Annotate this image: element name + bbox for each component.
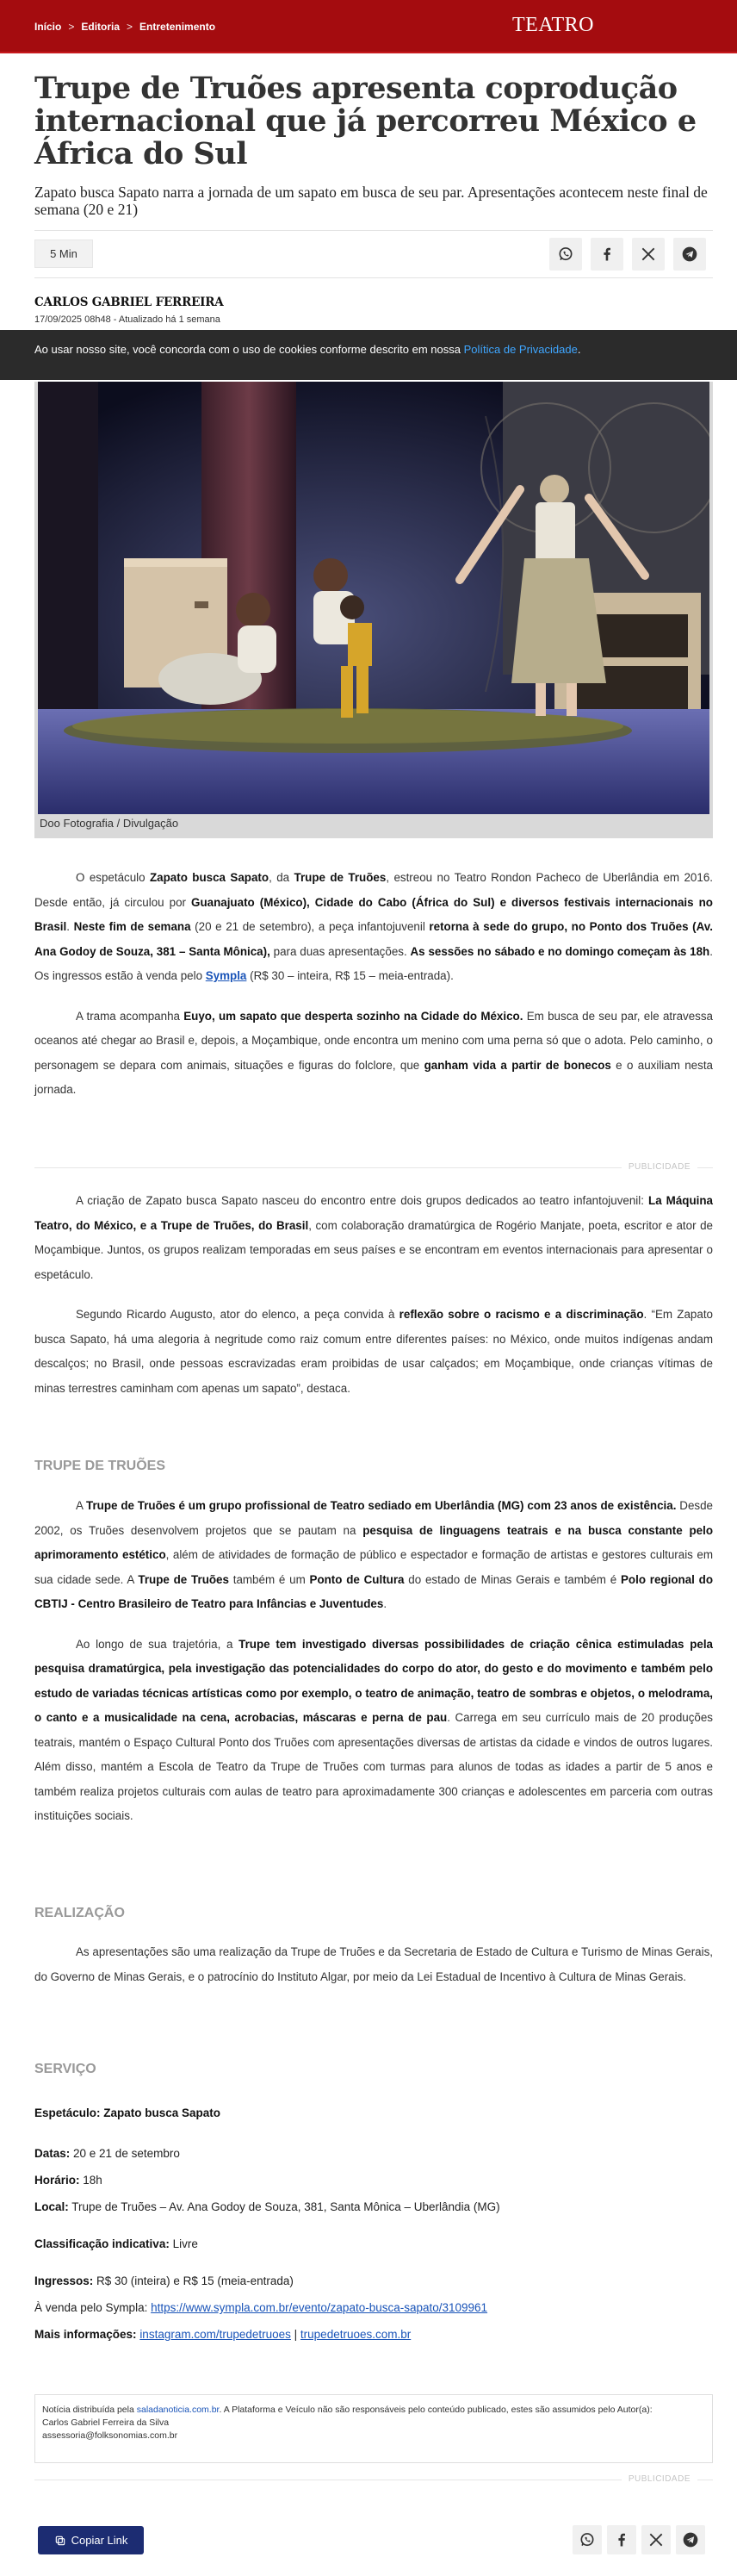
article-title: Trupe de Truões apresenta coprodução internacional que já percorreu México e África do Sul: [34, 71, 697, 171]
x-icon[interactable]: [632, 238, 665, 271]
breadcrumb-entretenimento[interactable]: Entretenimento: [139, 21, 216, 33]
service-sympla-prefix: À venda pelo Sympla:: [34, 2301, 152, 2314]
bold-text: reflexão sobre o racismo e a discriminação: [399, 1308, 644, 1321]
author-name[interactable]: CARLOS GABRIEL FERREIRA: [34, 296, 224, 309]
article-body-part-3: [34, 1494, 713, 1845]
paragraph: Ao longo de sua trajetória, a Trupe tem investigado diversas possibilidades de criação cênica estimuladas pela pesquisa dramatúrgica, pela investigação das potencialidades do corpo do ator, do gesto e do movimento e também pelo estudo de variadas técnicas artísticas como por exemplo, o teatro de animação, teatro de sombras e objetos, o melodrama, o canto e a musicalidade na cena, acrobacias, máscaras e perna de pau. Carrega em seu currículo mais de 20 produções teatrais, mantém o Espaço Cultural Ponto dos Truões com apresentações diversas de artistas da cidade e vindos de outros lugares. Além disso, mantém a Escola de Teatro da Trupe de Truões com turmas para alunos de todas as idades a partir de 5 anos e também realiza projetos culturais com aulas de teatro para aproximadamente 300 crianças e adolescentes em parceria com outras instituições sociais.: [34, 1637, 714, 1822]
ad-label: PUBLICIDADE: [622, 1162, 697, 1172]
service-time-label: Horário:: [34, 2174, 80, 2187]
service-dates-label: Datas:: [34, 2147, 71, 2160]
share-bar-top: [549, 238, 706, 271]
facebook-icon[interactable]: [607, 2525, 636, 2554]
paragraph: As apresentações são uma realização da Trupe de Truões e da Secretaria de Estado de Cultura e Turismo de Minas Gerais, do Governo de Minas Gerais, e o patrocínio do Instituto Algar, por meio da Lei Estadual de Incentivo à Cultura de Minas Gerais.: [34, 1945, 713, 1983]
breadcrumb-editoria[interactable]: Editoria: [81, 21, 121, 33]
ad-divider: [34, 1167, 713, 1168]
telegram-icon[interactable]: [673, 238, 706, 271]
article-body-part-2: [34, 1189, 713, 1416]
bold-text: Trupe de Truões: [294, 871, 387, 884]
divider: [34, 277, 713, 278]
telegram-icon[interactable]: [676, 2525, 705, 2554]
section-heading-servico: SERVIÇO: [34, 2062, 96, 2076]
cookie-text: Ao usar nosso site, você concorda com o uso de cookies conforme descrito em nossa: [34, 343, 464, 356]
service-info: [34, 2106, 713, 2356]
cookie-text-end: .: [577, 343, 581, 356]
instagram-link[interactable]: instagram.com/trupedetruoes: [139, 2328, 291, 2341]
breadcrumb-home[interactable]: Início: [34, 21, 62, 33]
paragraph: A Trupe de Truões é um grupo profissional de Teatro sediado em Uberlândia (MG) com 23 anos de existência. Desde 2002, os Truões desenvolvem projetos que se pautam na pesquisa de linguagens teatrais e na busca constante pelo aprimoramento estético, além de atividades de formação de público e espectador e formação de artistas e gestores culturais em sua cidade sede. A Trupe de Truões também é um Ponto de Cultura do estado de Minas Gerais e também é Polo regional do CBTIJ - Centro Brasileiro de Teatro para Infâncias e Juventudes.: [34, 1499, 714, 1610]
notice-suffix: . A Plataforma e Veículo não são responsáveis pelo conteúdo publicado, estes são assumidos pelo Autor(a):: [219, 2405, 653, 2415]
website-link[interactable]: trupedetruoes.com.br: [300, 2328, 412, 2341]
copy-link-label: Copiar Link: [71, 2534, 128, 2547]
whatsapp-icon[interactable]: [573, 2525, 602, 2554]
bold-text: retorna à sede do grupo, no Ponto dos Truões (Av. Ana Godoy de Souza, 381 – Santa Mônica),: [34, 920, 713, 958]
section-heading-realizacao: REALIZAÇÃO: [34, 1906, 125, 1920]
bold-text: La Máquina Teatro, do México, e a Trupe de Truões, do Brasil: [34, 1194, 713, 1232]
ad-slot: [34, 1162, 713, 1174]
cookie-banner: [0, 330, 737, 380]
bold-text: Zapato busca Sapato: [150, 871, 269, 884]
service-dates: 20 e 21 de setembro: [70, 2147, 180, 2160]
service-time: 18h: [79, 2174, 102, 2187]
paragraph: O espetáculo Zapato busca Sapato, da Trupe de Truões, estreou no Teatro Rondon Pacheco de Uberlândia em 2016. Desde então, já circulou por Guanajuato (México), Cidade do Cabo (África do Sul) e diversos festivais internacionais no Brasil. Neste fim de semana (20 e 21 de setembro), a peça infantojuvenil retorna à sede do grupo, no Ponto dos Truões (Av. Ana Godoy de Souza, 381 – Santa Mônica), para duas apresentações. As sessões no sábado e no domingo começam às 18h. Os ingressos estão à venda pelo Sympla (R$ 30 – inteira, R$ 15 – meia-entrada).: [34, 871, 713, 982]
paragraph: A trama acompanha Euyo, um sapato que desperta sozinho na Cidade do México. Em busca de seu par, ele atravessa oceanos até chegar ao Brasil e, depois, a Moçambique, onde encontra um menino com uma perna só que o adota. Pelo caminho, o personagem se depara com animais, situações e figuras do folclore, que ganham vida a partir de bonecos e o auxiliam nesta jornada.: [34, 1009, 713, 1096]
breadcrumb-separator-icon: >: [68, 21, 75, 33]
article-body-part-1: [34, 866, 713, 1118]
photo-caption: Doo Fotografia / Divulgação: [40, 817, 179, 830]
notice-author: Carlos Gabriel Ferreira da Silva: [42, 2417, 170, 2428]
share-bar-bottom: [573, 2525, 705, 2554]
x-icon[interactable]: [641, 2525, 671, 2554]
bold-text: Trupe de Truões: [138, 1572, 229, 1586]
breadcrumb: [34, 21, 215, 33]
bold-text: pesquisa de linguagens teatrais e na busca constante pelo aprimoramento estético: [34, 1523, 713, 1561]
article-photo: [38, 382, 709, 814]
bold-text: Euyo, um sapato que desperta sozinho na Cidade do México.: [183, 1009, 523, 1023]
distribution-notice: [34, 2394, 713, 2463]
paragraph: A criação de Zapato busca Sapato nasceu do encontro entre dois grupos dedicados ao teatro infantojuvenil: La Máquina Teatro, do México, e a Trupe de Truões, do Brasil, com colaboração dramatúrgica de Rogério Manjate, poeta, escritor e ator de Moçambique. Juntos, os grupos realizam temporadas em seus países e se encontram em eventos internacionais para apresentar o espetáculo.: [34, 1194, 713, 1281]
section-heading-trupe: TRUPE DE TRUÕES: [34, 1459, 166, 1473]
publish-date: 17/09/2025 08h48 - Atualizado há 1 semana: [34, 314, 220, 325]
top-bar: [0, 0, 737, 53]
bold-text: As sessões no sábado e no domingo começam às 18h: [410, 944, 710, 958]
article-body-part-4: [34, 1940, 713, 2005]
service-info-sep: |: [290, 2328, 300, 2341]
breadcrumb-separator-icon: >: [127, 21, 133, 33]
notice-site-link[interactable]: saladanoticia.com.br: [136, 2405, 220, 2415]
service-show: Espetáculo: Zapato busca Sapato: [34, 2106, 221, 2119]
service-place: Trupe de Truões – Av. Ana Godoy de Souza, 381, Santa Mônica – Uberlândia (MG): [68, 2200, 500, 2213]
copy-icon: [54, 2535, 66, 2547]
whatsapp-icon[interactable]: [549, 238, 582, 271]
copy-link-button[interactable]: [38, 2526, 144, 2554]
divider: [34, 230, 713, 231]
bold-text: Guanajuato (México), Cidade do Cabo (África do Sul) e diversos festivais internacionais no Brasil: [34, 895, 713, 933]
sympla-link[interactable]: https://www.sympla.com.br/evento/zapato-busca-sapato/3109961: [151, 2301, 488, 2314]
privacy-policy-link[interactable]: Política de Privacidade: [463, 343, 578, 356]
service-place-label: Local:: [34, 2200, 69, 2213]
bold-text: Trupe de Truões é um grupo profissional de Teatro sediado em Uberlândia (MG) com 23 anos de existência.: [86, 1499, 677, 1512]
ad-slot-bottom: [34, 2474, 713, 2486]
read-time-badge: 5 Min: [34, 240, 93, 268]
bold-text: Polo regional do CBTIJ - Centro Brasileiro de Teatro para Infâncias e Juventudes: [34, 1572, 714, 1610]
service-info-label: Mais informações:: [34, 2328, 137, 2341]
service-tickets: R$ 30 (inteira) e R$ 15 (meia-entrada): [93, 2274, 294, 2287]
article-subtitle: Zapato busca Sapato narra a jornada de um sapato em busca de seu par. Apresentações acontecem neste final de semana (20 e 21): [34, 184, 708, 218]
ad-label: PUBLICIDADE: [622, 2474, 697, 2484]
service-rating: Livre: [169, 2237, 198, 2250]
bold-text: ganham vida a partir de bonecos: [424, 1058, 611, 1072]
article-photo-frame: [34, 382, 713, 838]
bold-text: Neste fim de semana: [73, 920, 191, 933]
paragraph: Segundo Ricardo Augusto, ator do elenco, a peça convida à reflexão sobre o racismo e a discriminação. “Em Zapato busca Sapato, há uma alegoria à negritude como raiz comum entre diferentes países: no México, onde muitos indígenas andam descalços; no Brasil, onde pessoas escravizadas eram proibidas de usar calçados; em Moçambique, onde crianças vítimas de minas terrestres caminham com apenas um sapato”, destaca.: [34, 1308, 713, 1395]
bold-text: Ponto de Cultura: [309, 1572, 405, 1586]
bold-text: Trupe tem investigado diversas possibilidades de criação cênica estimuladas pela pesquisa dramatúrgica, pela investigação das potencialidades do corpo do ator, do gesto e do movimento e também pelo estudo de variadas técnicas artísticas como por exemplo, o teatro de animação, teatro de sombras e objetos, o melodrama, o canto e a musicalidade na cena, acrobacias, máscaras e perna de pau: [34, 1637, 713, 1724]
service-tickets-label: Ingressos:: [34, 2274, 94, 2287]
notice-prefix: Notícia distribuída pela: [42, 2405, 137, 2415]
facebook-icon[interactable]: [591, 238, 623, 271]
inline-link[interactable]: Sympla: [205, 969, 247, 982]
service-rating-label: Classificação indicativa:: [34, 2237, 170, 2250]
section-title: TEATRO: [512, 14, 594, 36]
notice-email: assessoria@folksonomias.com.br: [42, 2430, 178, 2441]
